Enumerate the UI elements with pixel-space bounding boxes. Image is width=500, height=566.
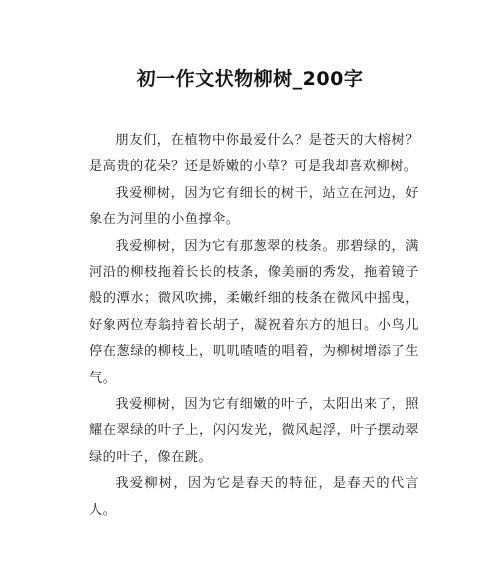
page-title: 初一作文状物柳树_200字 bbox=[136, 68, 364, 90]
paragraph-1: 朋友们，在植物中你最爱什么？是苍天的大榕树？是高贵的花朵？还是娇嫩的小草？可是我却喜欢柳树。 bbox=[89, 133, 419, 175]
article-body bbox=[89, 128, 419, 524]
paragraph-4: 我爱柳树，因为它有细嫩的叶子，太阳出来了，照耀在翠绿的叶子上，闪闪发光，微风起浮，叶子摆动翠绿的叶子，像在跳。 bbox=[89, 397, 419, 465]
paragraph-5: 我爱柳树，因为它是春天的特征，是春天的代言人。 bbox=[89, 476, 419, 518]
paragraph-2: 我爱柳树，因为它有细长的树干，站立在河边，好象在为河里的小鱼撑伞。 bbox=[89, 185, 419, 228]
paragraph-3: 我爱柳树，因为它有那葱翠的枝条。那碧绿的，满河沿的柳枝拖着长长的枝条，像美丽的秀发，拖着镜子般的潭水；微风吹拂，柔嫩纤细的枝条在微风中摇曳，好象两位寿翁持着长胡子，凝祝着东方的旭日。小鸟儿停在葱绿的柳枝上，叽叽喳喳的唱着，为柳树增添了生气。 bbox=[89, 238, 419, 386]
